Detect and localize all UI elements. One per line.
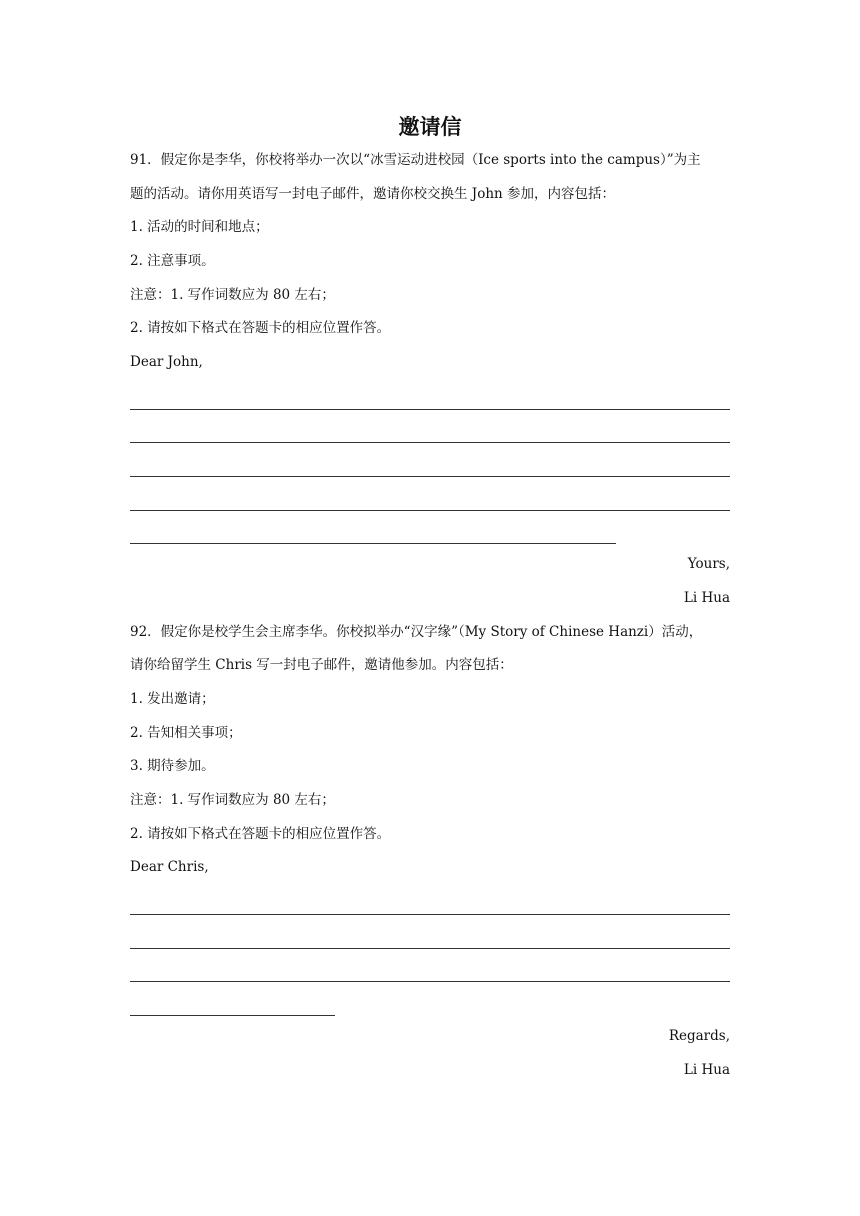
answer-rule (130, 442, 730, 443)
q92-point-3: 3. 期待参加。 (130, 758, 215, 775)
q92-answer-line[interactable] (130, 919, 730, 953)
q92-prompt-line-1: 92．假定你是校学生会主席李华。你校拟举办“汉字缘”（My Story of Chinese Hanzi）活动， (130, 623, 703, 640)
q92-prompt-line-2: 请你给留学生 Chris 写一封电子邮件，邀请他参加。内容包括： (130, 657, 513, 674)
q91-answer-line[interactable] (130, 515, 730, 549)
q91-closing: Yours, (687, 556, 730, 573)
answer-rule (130, 948, 730, 949)
q92-salutation: Dear Chris, (130, 859, 209, 876)
q91-note-2: 2. 请按如下格式在答题卡的相应位置作答。 (130, 320, 391, 337)
q91-point-2: 2. 注意事项。 (130, 253, 215, 270)
answer-rule (130, 543, 616, 544)
page-title: 邀请信 (398, 115, 462, 139)
answer-rule (130, 510, 730, 511)
q91-note-1: 注意：1. 写作词数应为 80 左右； (130, 286, 335, 303)
q92-point-2: 2. 告知相关事项； (130, 724, 242, 741)
q91-salutation: Dear John, (130, 354, 203, 371)
q92-closing: Regards, (668, 1027, 730, 1044)
answer-rule (130, 476, 730, 477)
q91-signature: Li Hua (683, 589, 730, 606)
q91-answer-line[interactable] (130, 414, 730, 448)
q91-answer-line[interactable] (130, 380, 730, 414)
answer-rule (130, 914, 730, 915)
q92-answer-line[interactable] (130, 986, 730, 1020)
q91-prompt-line-1: 91．假定你是李华，你校将举办一次以“冰雪运动进校园（Ice sports into the campus）”为主 (130, 152, 701, 168)
q91-answer-line[interactable] (130, 481, 730, 515)
document-page (130, 110, 730, 1087)
q92-signature: Li Hua (683, 1061, 730, 1078)
q92-note-2: 2. 请按如下格式在答题卡的相应位置作答。 (130, 825, 391, 842)
answer-rule (130, 1015, 335, 1016)
q92-answer-line[interactable] (130, 953, 730, 987)
q92-answer-line[interactable] (130, 885, 730, 919)
question-91 (130, 144, 730, 616)
q91-prompt-line-2: 题的活动。请你用英语写一封电子邮件，邀请你校交换生 John 参加，内容包括： (130, 185, 616, 202)
q92-note-1: 注意：1. 写作词数应为 80 左右； (130, 792, 335, 809)
q91-answer-line[interactable] (130, 447, 730, 481)
q91-point-1: 1. 活动的时间和地点； (130, 219, 269, 236)
answer-rule (130, 409, 730, 410)
question-92 (130, 616, 730, 1088)
answer-rule (130, 981, 730, 982)
q92-point-1: 1. 发出邀请； (130, 691, 215, 707)
